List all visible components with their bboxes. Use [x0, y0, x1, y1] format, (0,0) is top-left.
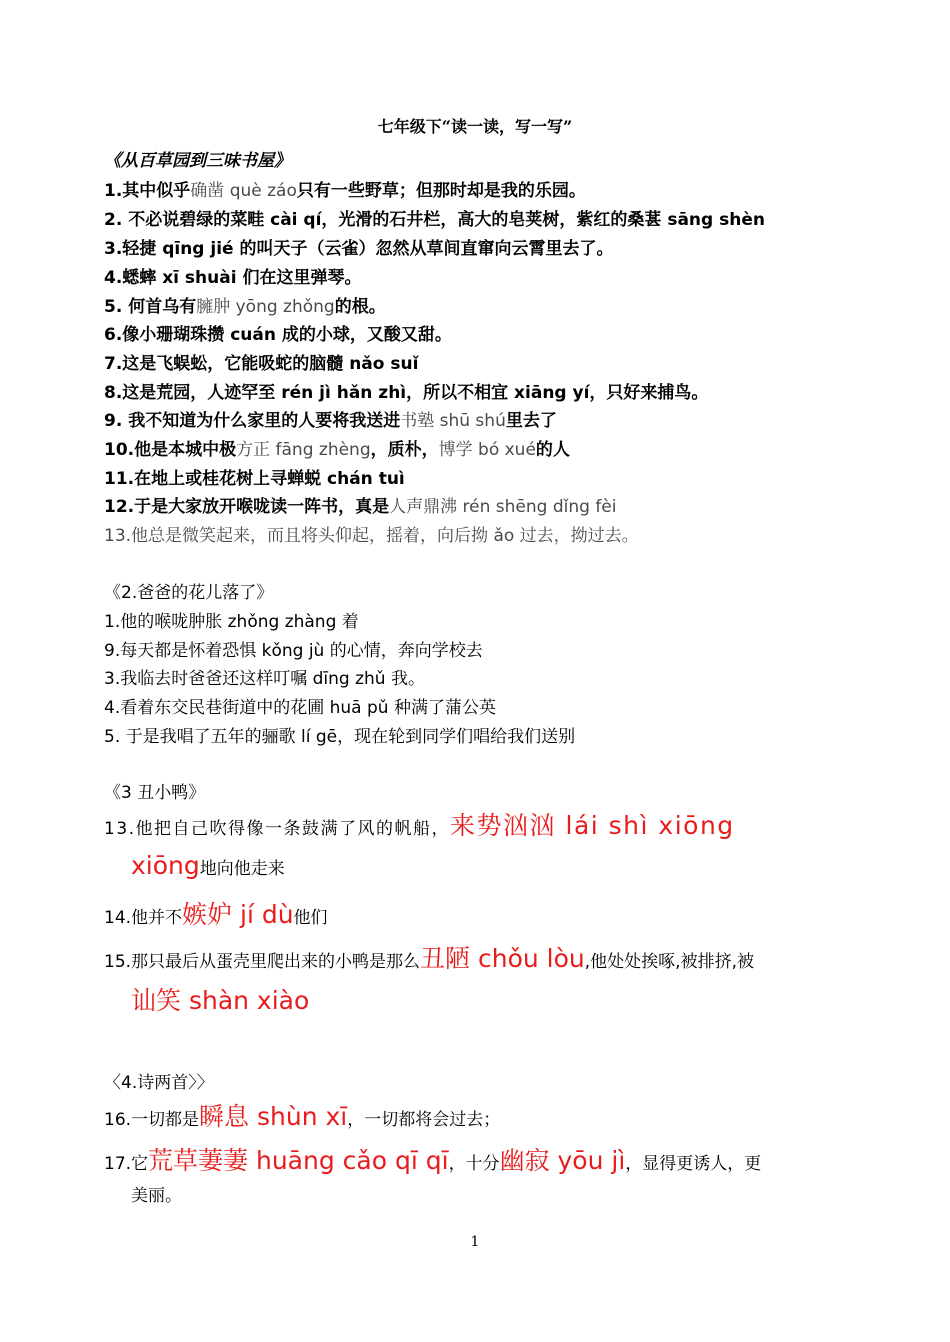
- list-item: 9. 我不知道为什么家里的人要将我送进书塾 shū shú里去了: [104, 411, 557, 431]
- list-item-continuation: 美丽。: [131, 1186, 182, 1206]
- list-item: 3.我临去时爸爸还这样叮嘱 dīng zhǔ 我。: [104, 669, 425, 689]
- list-item: 14.他并不嫉妒 jí dù他们: [104, 900, 328, 929]
- list-item: 4.蟋蟀 xī shuài 们在这里弹琴。: [104, 268, 362, 288]
- list-item: 5. 何首乌有臃肿 yōng zhǒng的根。: [104, 297, 386, 317]
- list-item: 17.它荒草萋萋 huāng cǎo qī qī，十分幽寂 yōu jì，显得更诱人，更: [104, 1146, 762, 1175]
- list-item: 1.其中似乎确凿 què záo只有一些野草；但那时却是我的乐园。: [104, 181, 586, 201]
- section-heading-1: 《从百草园到三味书屋》: [104, 151, 291, 171]
- section-heading-4: 〈4.诗两首〉〉: [104, 1073, 214, 1093]
- list-item: 16.一切都是瞬息 shùn xī，一切都将会过去；: [104, 1102, 501, 1131]
- page-title: 七年级下“读一读，写一写”: [377, 117, 573, 136]
- list-item: 5. 于是我唱了五年的骊歌 lí gē，现在轮到同学们唱给我们送别: [104, 727, 576, 747]
- list-item: 13.他把自己吹得像一条鼓满了风的帆船，来势汹汹 lái shì xiōng: [104, 811, 735, 840]
- list-item: 11.在地上或桂花树上寻蝉蜕 chán tuì: [104, 469, 405, 489]
- list-item: 12.于是大家放开喉咙读一阵书，真是人声鼎沸 rén shēng dǐng fèi: [104, 497, 617, 517]
- list-item: 10.他是本城中极方正 fāng zhèng，质朴，博学 bó xué的人: [104, 440, 570, 460]
- list-item: 15.那只最后从蛋壳里爬出来的小鸭是那么丑陋 chǒu lòu,他处处挨啄,被排挤,被: [104, 944, 754, 973]
- list-item: 4.看着东交民巷街道中的花圃 huā pǔ 种满了蒲公英: [104, 698, 496, 718]
- list-item-continuation: 讪笑 shàn xiào: [131, 986, 310, 1015]
- list-item: 2. 不必说碧绿的菜畦 cài qí，光滑的石井栏，高大的皂荚树，紫红的桑葚 sāng shèn: [104, 210, 765, 230]
- section-heading-2: 《2.爸爸的花儿落了》: [104, 583, 274, 603]
- list-item: 9.每天都是怀着恐惧 kǒng jù 的心情，奔向学校去: [104, 641, 483, 661]
- list-item: 8.这是荒园，人迹罕至 rén jì hǎn zhì，所以不相宜 xiāng yí，只好来捕鸟。: [104, 383, 709, 403]
- list-item: 6.像小珊瑚珠攒 cuán 成的小球，又酸又甜。: [104, 325, 452, 345]
- list-item: 3.轻捷 qīng jié 的叫天子（云雀）忽然从草间直窜向云霄里去了。: [104, 239, 614, 259]
- page-number: 1: [470, 1234, 480, 1250]
- list-item: 7.这是飞蜈蚣，它能吸蛇的脑髓 nǎo suǐ: [104, 354, 419, 374]
- list-item: 1.他的喉咙肿胀 zhǒng zhàng 着: [104, 612, 359, 632]
- section-heading-3: 《3 丑小鸭》: [104, 783, 206, 803]
- list-item-continuation: xiōng地向他走来: [131, 851, 285, 880]
- list-item: 13.他总是微笑起来，而且将头仰起，摇着，向后拗 ǎo 过去，拗过去。: [104, 526, 639, 546]
